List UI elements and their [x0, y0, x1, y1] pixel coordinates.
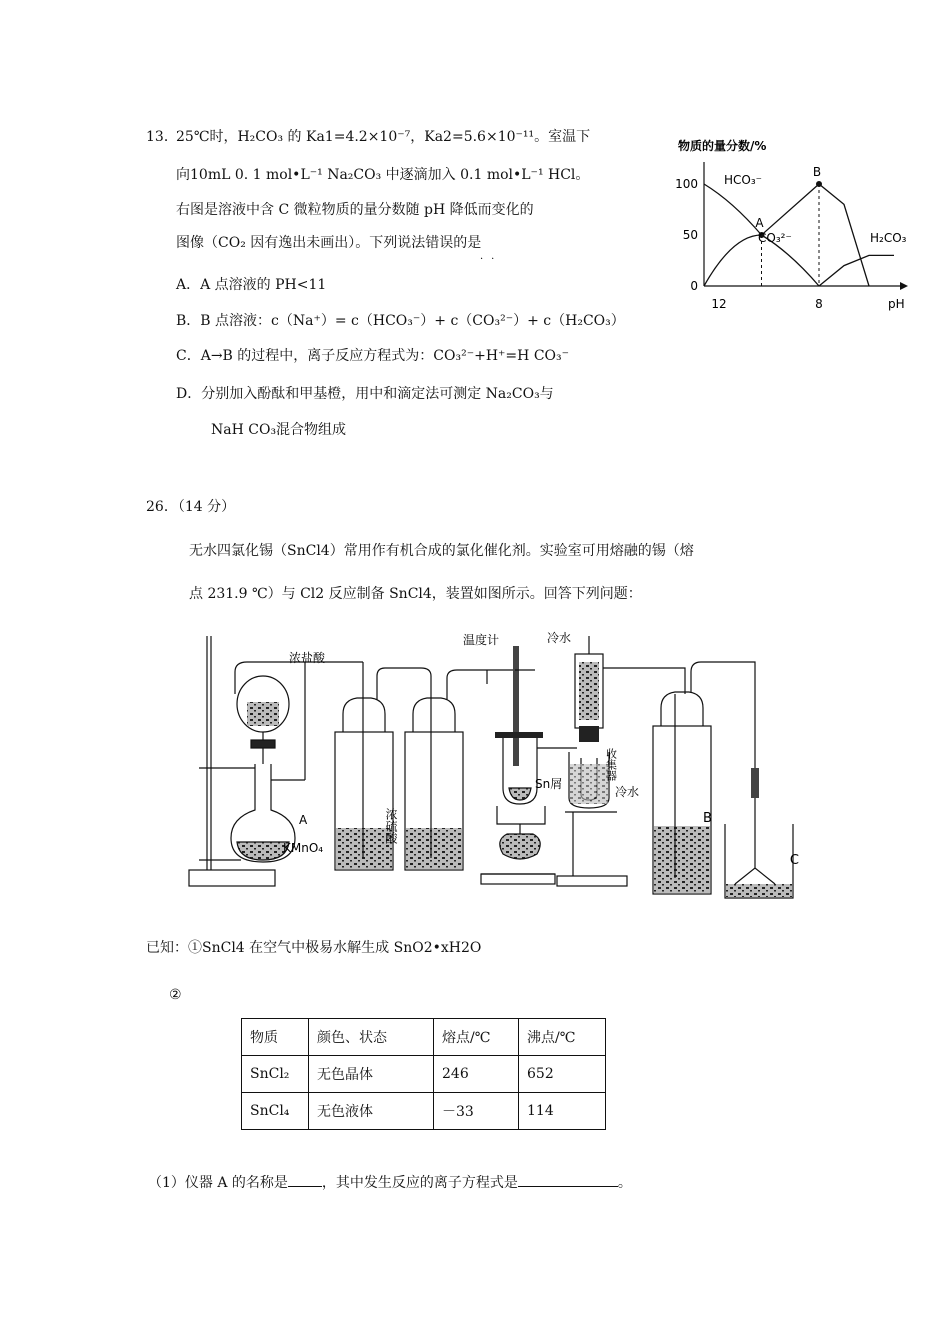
q26-para2: 点 231.9 ℃）与 Cl2 反应制备 SnCl4，装置如图所示。回答下列问题： [189, 586, 642, 602]
q13-line1: 25℃时，H₂CO₃ 的 Ka1=4.2×10⁻⁷，Ka2=5.6×10⁻¹¹。室温下 [176, 129, 591, 145]
legend-h2co3: H₂CO₃ [870, 231, 907, 245]
separatory-funnel [235, 662, 305, 764]
table-cell: －33 [434, 1093, 519, 1130]
y-tick-label: 0 [690, 279, 698, 293]
label-conc-h2so4: 浓硫酸 [384, 808, 398, 844]
q13-line2: 向10mL 0. 1 mol•L⁻¹ Na₂CO₃ 中逐滴加入 0.1 mol•L⁻¹ HCl。 [176, 167, 590, 183]
table-cell: 无色晶体 [309, 1056, 434, 1093]
legend-hco3: HCO₃⁻ [724, 173, 762, 187]
label-b: B [703, 811, 712, 826]
q1-suffix: 。 [617, 1175, 632, 1191]
q13-option-b: B．B 点溶液：c（Na⁺）= c（HCO₃⁻）+ c（CO₃²⁻）+ c（H₂CO₃） [176, 313, 625, 329]
table-cell: 114 [519, 1093, 606, 1130]
q26-header: 26．（14 分） [146, 499, 236, 515]
q1-line [148, 1172, 632, 1193]
q13-option-d: D．分别加入酚酞和甲基橙，用中和滴定法可测定 Na₂CO₃与 [176, 386, 554, 402]
label-sn: Sn屑 [535, 777, 563, 791]
table-header-cell: 沸点/℃ [519, 1019, 606, 1056]
q13-option-a: A．A 点溶液的 PH<11 [176, 277, 327, 293]
emphasis-dots: ·· [480, 254, 503, 265]
wash-bottle-2 [405, 668, 515, 870]
legend-co3: CO₃²⁻ [758, 231, 792, 245]
y-tick-label: 100 [675, 177, 698, 191]
table-row [242, 1093, 606, 1130]
point-label: B [812, 165, 822, 179]
apparatus-diagram [185, 628, 800, 903]
answer-blank-1[interactable] [288, 1172, 322, 1187]
chart-ylabel: 物质的量分数/% [678, 139, 767, 153]
q13-option-d-cont: NaH CO₃混合物组成 [211, 422, 347, 438]
table-cell: 652 [519, 1056, 606, 1093]
table-cell: 无色液体 [309, 1093, 434, 1130]
label-kmno4: KMnO₄ [283, 841, 324, 855]
q1-prefix: （1）仪器 A 的名称是 [148, 1175, 288, 1191]
species-fraction-chart [668, 132, 918, 318]
table-header-cell: 颜色、状态 [309, 1019, 434, 1056]
q13-line4: 图像（CO₂ 因有逸出未画出）。下列说法错误的是 [176, 235, 482, 251]
table-cell: SnCl₄ [242, 1093, 309, 1130]
q26-para1: 无水四氯化锡（SnCl4）常用作有机合成的氯化催化剂。实验室可用熔融的锡（熔 [189, 543, 694, 559]
x-axis-arrow [900, 282, 908, 290]
known-1: 已知：①SnCl4 在空气中极易水解生成 SnO2•xH2O [146, 940, 482, 956]
table-row [242, 1056, 606, 1093]
label-a: A [299, 813, 308, 827]
label-collector: 收集器 [604, 748, 618, 781]
table-header-cell: 物质 [242, 1019, 309, 1056]
series-line [819, 255, 894, 286]
label-hcl: 浓盐酸 [289, 651, 326, 665]
q13-number: 13． [146, 129, 178, 145]
answer-blank-2[interactable] [518, 1172, 618, 1187]
beaker-c [725, 768, 793, 898]
table-cell: 246 [434, 1056, 519, 1093]
data-point [816, 181, 822, 187]
table-header-row [242, 1019, 606, 1056]
q13-line3: 右图是溶液中含 C 微粒物质的量分数随 pH 降低而变化的 [176, 202, 534, 218]
chart-xlabel: pH [888, 297, 905, 311]
label-thermometer: 温度计 [463, 633, 500, 647]
label-cold-water-top: 冷水 [547, 631, 572, 645]
table-header-cell: 熔点/℃ [434, 1019, 519, 1056]
q13-option-c: C．A→B 的过程中，离子反应方程式为：CO₃²⁻+H⁺=H CO₃⁻ [176, 348, 570, 364]
label-cold-water-side: 冷水 [615, 785, 640, 799]
reaction-tube [481, 646, 577, 884]
properties-table [241, 1018, 606, 1130]
point-label: A [755, 216, 764, 230]
x-tick-label: 12 [711, 297, 727, 311]
bottle-b [653, 662, 755, 894]
q1-middle: ，其中发生反应的离子方程式是 [321, 1175, 518, 1191]
x-tick-label: 8 [815, 297, 823, 311]
table-cell: SnCl₂ [242, 1056, 309, 1093]
y-tick-label: 50 [682, 228, 698, 242]
known-2-marker: ② [169, 987, 182, 1003]
label-c: C [789, 853, 799, 868]
